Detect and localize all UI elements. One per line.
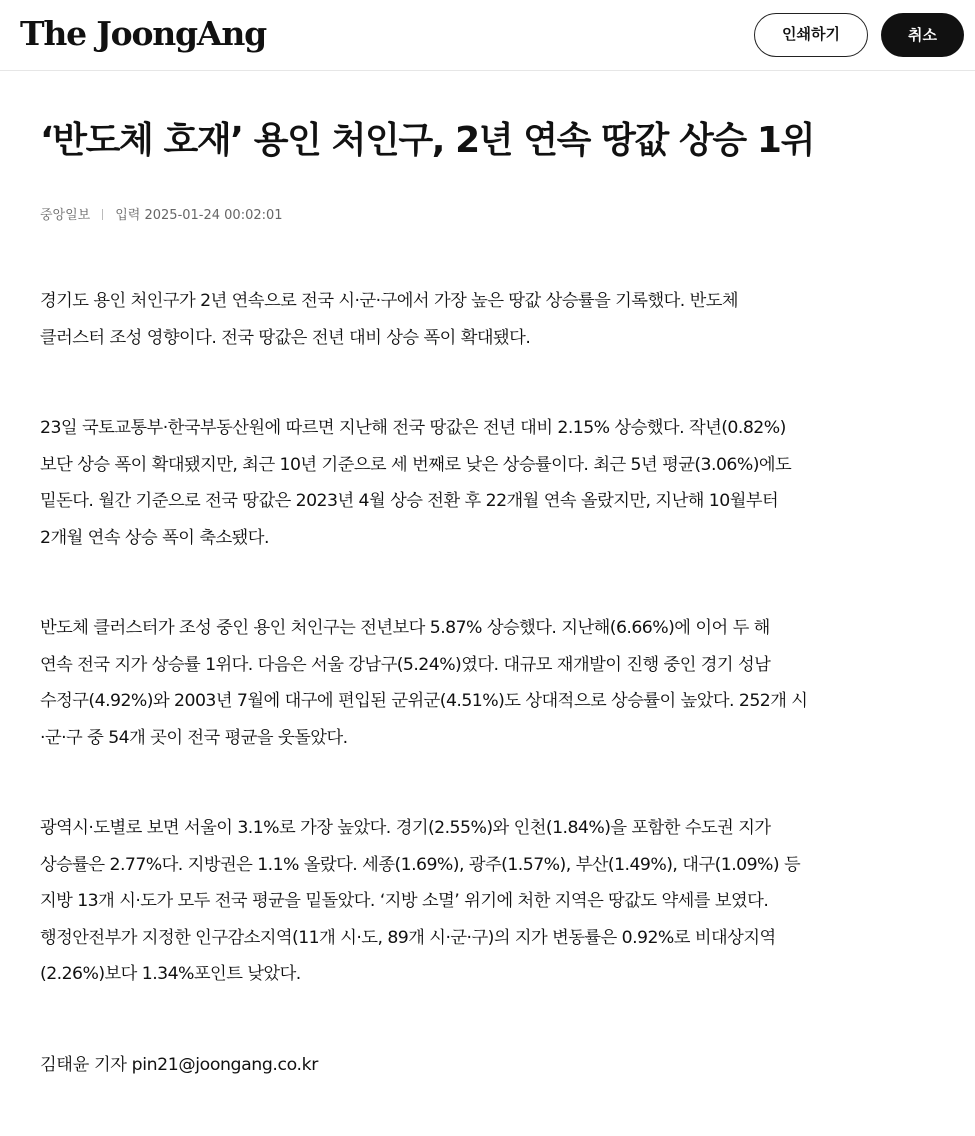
print-header: [0, 0, 975, 71]
article-published-date: 입력 2025-01-24 00:02:01: [115, 208, 283, 223]
paragraph-line: 지방 13개 시·도가 모두 전국 평균을 밑돌았다. ‘지방 소멸’ 위기에 처한 지역은 땅값도 약세를 보였다.: [40, 891, 769, 911]
article-source: 중앙일보: [40, 208, 91, 223]
paragraph-line: 밑돈다. 월간 기준으로 전국 땅값은 2023년 4월 상승 전환 후 22개월 연속 올랐지만, 지난해 10월부터: [40, 491, 779, 511]
article-title: ‘반도체 호재’ 용인 처인구, 2년 연속 땅값 상승 1위: [40, 120, 814, 161]
article-paragraph: [40, 610, 960, 756]
article-body: [40, 283, 960, 1083]
article-paragraph: [40, 410, 960, 556]
paragraph-line: 보단 상승 폭이 확대됐지만, 최근 10년 기준으로 세 번째로 낮은 상승률이다. 최근 5년 평균(3.06%)에도: [40, 454, 792, 475]
meta-divider: [102, 209, 103, 220]
paragraph-line: 경기도 용인 처인구가 2년 연속으로 전국 시·군·구에서 가장 높은 땅값 상승률을 기록했다. 반도체: [40, 291, 739, 311]
paragraph-line: 클러스터 조성 영향이다. 전국 땅값은 전년 대비 상승 폭이 확대됐다.: [40, 327, 531, 348]
paragraph-line: 행정안전부가 지정한 인구감소지역(11개 시·도, 89개 시·군·구)의 지가 변동률은 0.92%로 비대상지역: [40, 927, 776, 948]
paragraph-line: 상승률은 2.77%다. 지방권은 1.1% 올랐다. 세종(1.69%), 광주(1.57%), 부산(1.49%), 대구(1.09%) 등: [40, 854, 801, 875]
article-paragraph: [40, 810, 960, 993]
print-button[interactable]: 인쇄하기: [754, 13, 868, 57]
paragraph-line: 광역시·도별로 보면 서울이 3.1%로 가장 높았다. 경기(2.55%)와 인천(1.84%)을 포함한 수도권 지가: [40, 818, 771, 838]
paragraph-line: 수정구(4.92%)와 2003년 7월에 대구에 편입된 군위군(4.51%)도 상대적으로 상승률이 높았다. 252개 시: [40, 691, 808, 711]
paragraph-line: 23일 국토교통부·한국부동산원에 따르면 지난해 전국 땅값은 전년 대비 2.15% 상승했다. 작년(0.82%): [40, 418, 786, 438]
paragraph-line: ·군·구 중 54개 곳이 전국 평균을 웃돌았다.: [40, 727, 348, 748]
site-logo: The JoongAng: [20, 14, 267, 53]
paragraph-line: 반도체 클러스터가 조성 중인 용인 처인구는 전년보다 5.87% 상승했다. 지난해(6.66%)에 이어 두 해: [40, 618, 770, 638]
article-meta: [40, 205, 283, 227]
paragraph-line: 연속 전국 지가 상승률 1위다. 다음은 서울 강남구(5.24%)였다. 대규모 재개발이 진행 중인 경기 성남: [40, 654, 771, 675]
paragraph-line: (2.26%)보다 1.34%포인트 낮았다.: [40, 964, 301, 984]
cancel-button[interactable]: 취소: [881, 13, 964, 57]
article-paragraph: [40, 283, 960, 356]
paragraph-line: 2개월 연속 상승 폭이 축소됐다.: [40, 527, 269, 548]
article-byline: 김태윤 기자 pin21@joongang.co.kr: [40, 1054, 318, 1075]
